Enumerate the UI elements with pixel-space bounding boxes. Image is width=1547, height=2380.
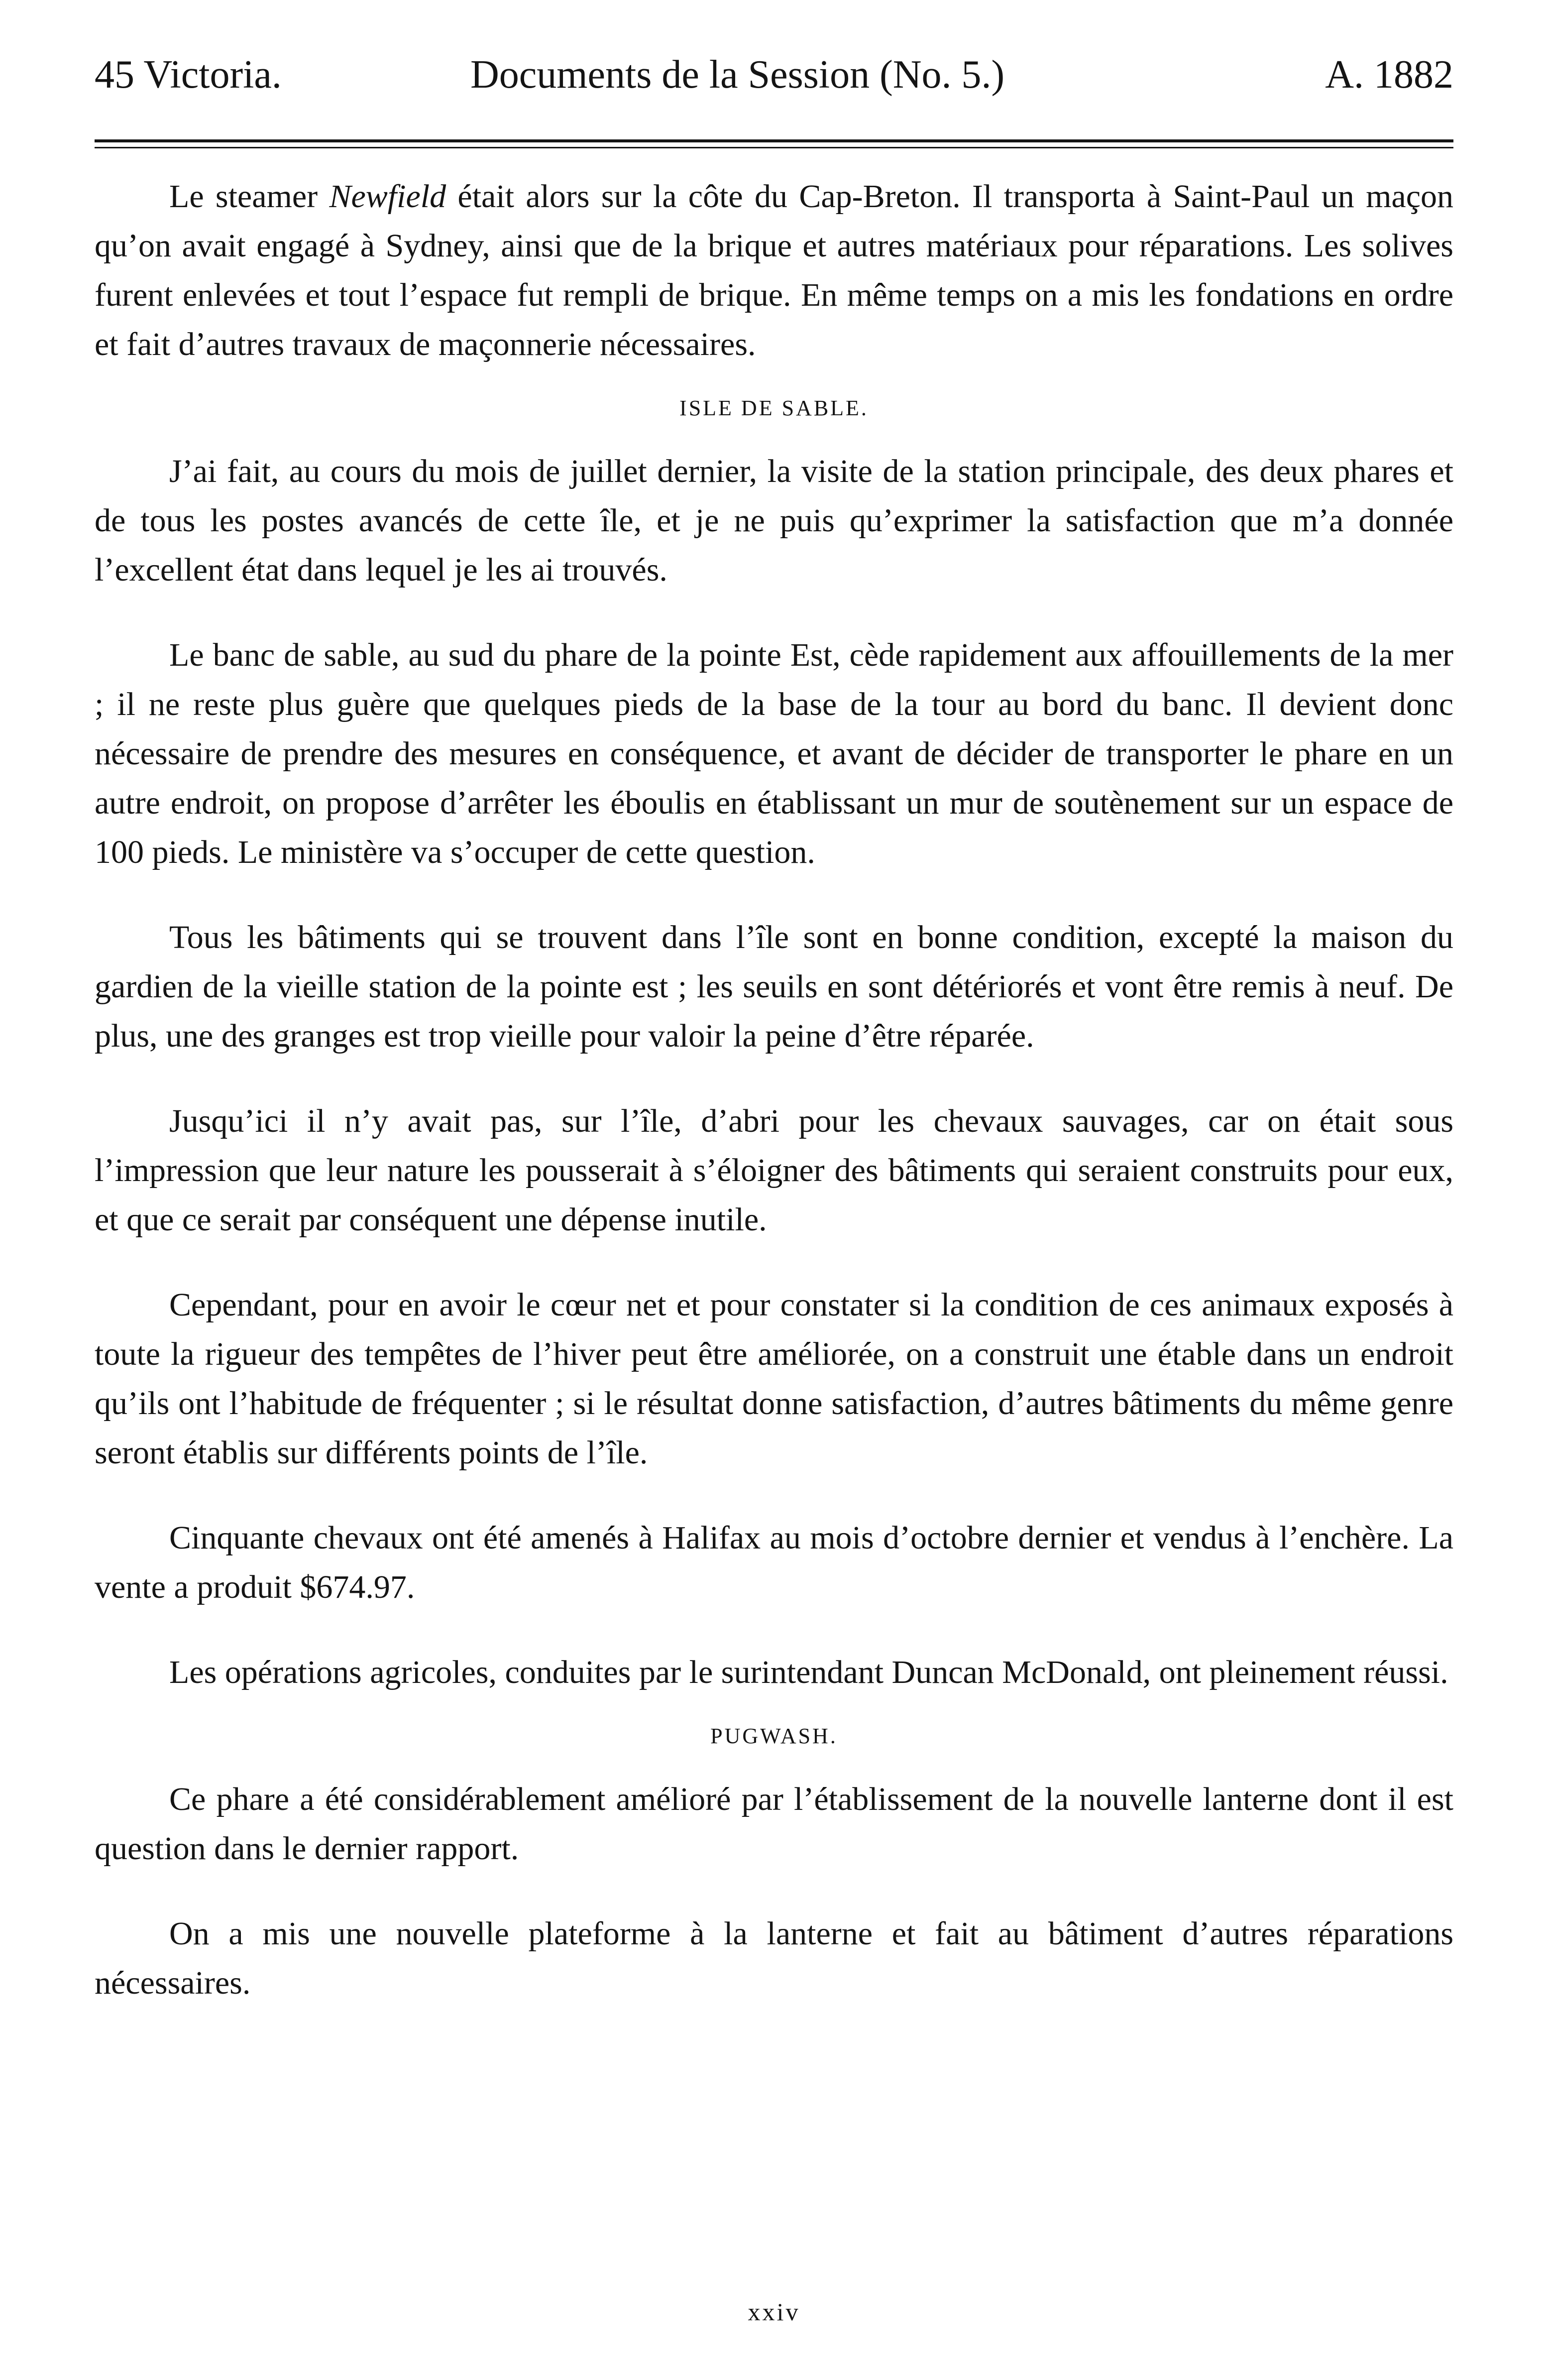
- header-year: A. 1882: [1325, 53, 1453, 97]
- paragraph-platform: On a mis une nouvelle plateforme à la lanterne et fait au bâtiment d’autres réparations nécessaires.: [95, 1915, 1453, 2001]
- header-title: Documents de la Session (No. 5.): [470, 53, 1005, 97]
- section-heading-pugwash: PUGWASH.: [710, 1724, 838, 1748]
- header-rule-thick: [95, 139, 1453, 142]
- paragraph-visit: J’ai fait, au cours du mois de juillet dernier, la visite de la station principale, des deux phares et de tous les postes avancés de cette île, et je ne puis qu’exprimer la satisfaction que m’a donnée l’excellent état dans lequel je les ai trouvés.: [95, 453, 1453, 588]
- header-rule-thin: [95, 147, 1453, 148]
- header-volume: 45 Victoria.: [95, 53, 282, 97]
- paragraph-horses-shelter: Jusqu’ici il n’y avait pas, sur l’île, d’abri pour les chevaux sauvages, car on était sous l’impression que leur nature les pousserait à s’éloigner des bâtiments qui seraient construits pour eux, et que ce serait par conséquent une dépense inutile.: [95, 1103, 1453, 1238]
- document-body: [95, 172, 1453, 2008]
- running-header: [95, 47, 1453, 102]
- page-number: xxiv: [748, 2298, 800, 2326]
- paragraph-steamer: Le steamer Newfield était alors sur la côte du Cap-Breton. Il transporta à Saint-Paul un maçon qu’on avait engagé à Sydney, ainsi que de la brique et autres matériaux pour réparations. Les solives furent enlevées et tout l’espace fut rempli de brique. En même temps on a mis les fondations en ordre et fait d’autres travaux de maçonnerie nécessaires.: [95, 178, 1453, 362]
- ship-name: Newfield: [329, 178, 446, 215]
- paragraph-horse-sale: Cinquante chevaux ont été amenés à Halifax au mois d’octobre dernier et vendus à l’enchère. La vente a produit $674.97.: [95, 1520, 1453, 1605]
- section-heading-isle-de-sable: ISLE DE SABLE.: [679, 396, 869, 420]
- paragraph-sand-bank: Le banc de sable, au sud du phare de la pointe Est, cède rapidement aux affouillements de la mer ; il ne reste plus guère que quelques pieds de la base de la tour au bord du banc. Il devient donc nécessaire de prendre des mesures en conséquence, et avant de décider de transporter le phare en un autre endroit, on propose d’arrêter les éboulis en établissant un mur de soutènement sur un espace de 100 pieds. Le ministère va s’occuper de cette question.: [95, 637, 1453, 870]
- paragraph-agriculture: Les opérations agricoles, conduites par le surintendant Duncan McDonald, ont pleinement réussi.: [169, 1654, 1448, 1690]
- paragraph-buildings: Tous les bâtiments qui se trouvent dans l’île sont en bonne condition, excepté la maison du gardien de la vieille station de la pointe est ; les seuils en sont détériorés et vont être remis à neuf. De plus, une des granges est trop vieille pour valoir la peine d’être réparée.: [95, 919, 1453, 1054]
- paragraph-lantern: Ce phare a été considérablement amélioré par l’établissement de la nouvelle lanterne dont il est question dans le dernier rapport.: [95, 1781, 1453, 1867]
- paragraph-stable: Cependant, pour en avoir le cœur net et pour constater si la condition de ces animaux exposés à toute la rigueur des tempêtes de l’hiver peut être améliorée, on a construit une étable dans un endroit qu’ils ont l’habitude de fréquenter ; si le résultat donne satisfaction, d’autres bâtiments du même genre seront établis sur différents points de l’île.: [95, 1287, 1453, 1471]
- document-page: [95, 0, 1453, 2380]
